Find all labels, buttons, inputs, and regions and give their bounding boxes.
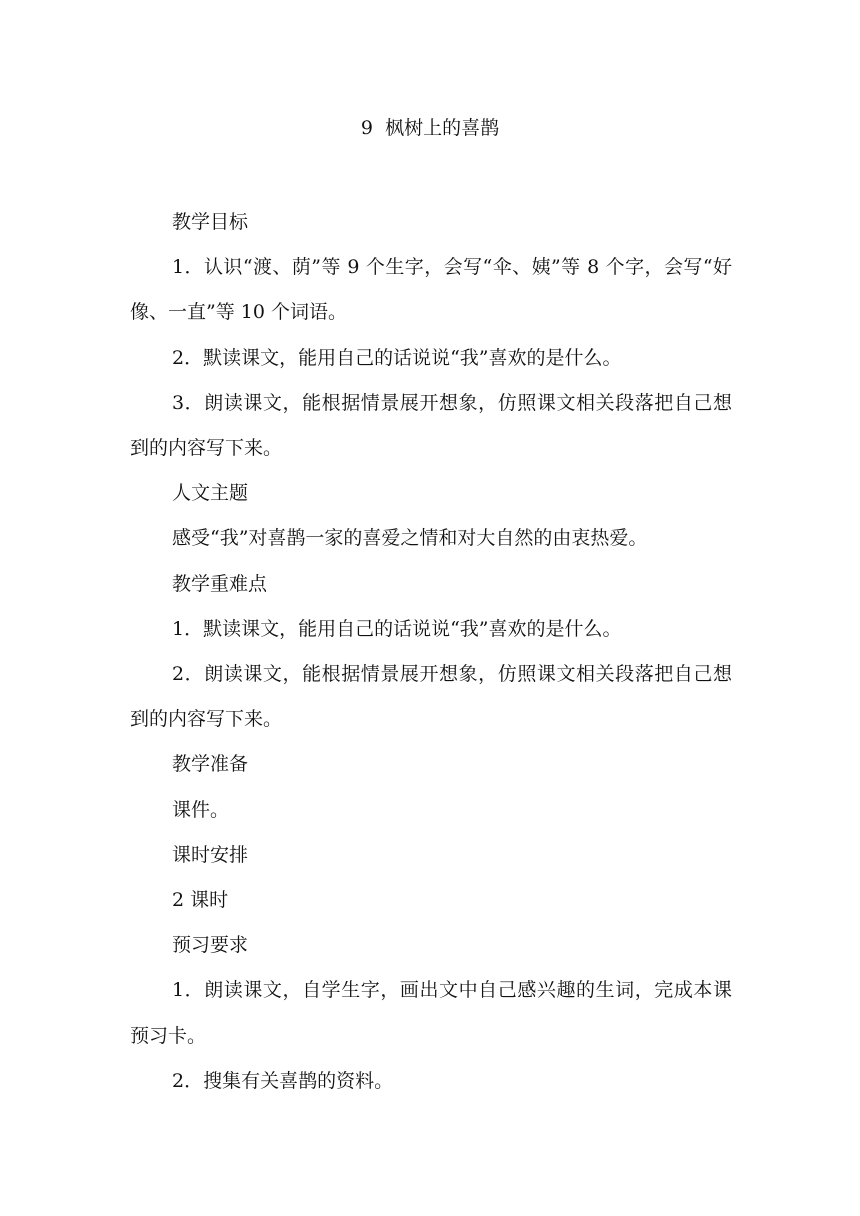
goal-item-1: 1．认识“渡、荫”等 9 个生字，会写“伞、姨”等 8 个字，会写“好像、一直”等 10 个词语。 (130, 256, 732, 324)
schedule-text: 2 课时 (172, 889, 229, 912)
lesson-body (130, 200, 732, 1104)
lesson-title: 9 枫树上的喜鹊 (360, 117, 500, 139)
section-heading-preview: 预习要求 (172, 934, 249, 957)
section-heading-teaching-goals: 教学目标 (172, 211, 249, 233)
difficulty-item-2: 2．朗读课文，能根据情景展开想象，仿照课文相关段落把自己想到的内容写下来。 (130, 663, 732, 731)
section-heading-humanistic-theme: 人文主题 (172, 482, 249, 505)
section-heading-key-difficulties: 教学重难点 (172, 572, 268, 595)
theme-text: 感受“我”对喜鹊一家的喜爱之情和对大自然的由衷热爱。 (172, 527, 648, 550)
section-heading-preparation: 教学准备 (172, 753, 249, 776)
preview-item-1: 1．朗读课文，自学生字，画出文中自己感兴趣的生词，完成本课预习卡。 (130, 979, 732, 1047)
goal-item-3: 3．朗读课文，能根据情景展开想象，仿照课文相关段落把自己想到的内容写下来。 (130, 391, 732, 460)
preview-item-2: 2．搜集有关喜鹊的资料。 (172, 1069, 394, 1092)
goal-item-2: 2．默读课文，能用自己的话说说“我”喜欢的是什么。 (172, 346, 622, 369)
section-heading-schedule: 课时安排 (172, 843, 249, 866)
difficulty-item-1: 1．默读课文，能用自己的话说说“我”喜欢的是什么。 (172, 617, 622, 640)
preparation-text: 课件。 (172, 798, 230, 821)
